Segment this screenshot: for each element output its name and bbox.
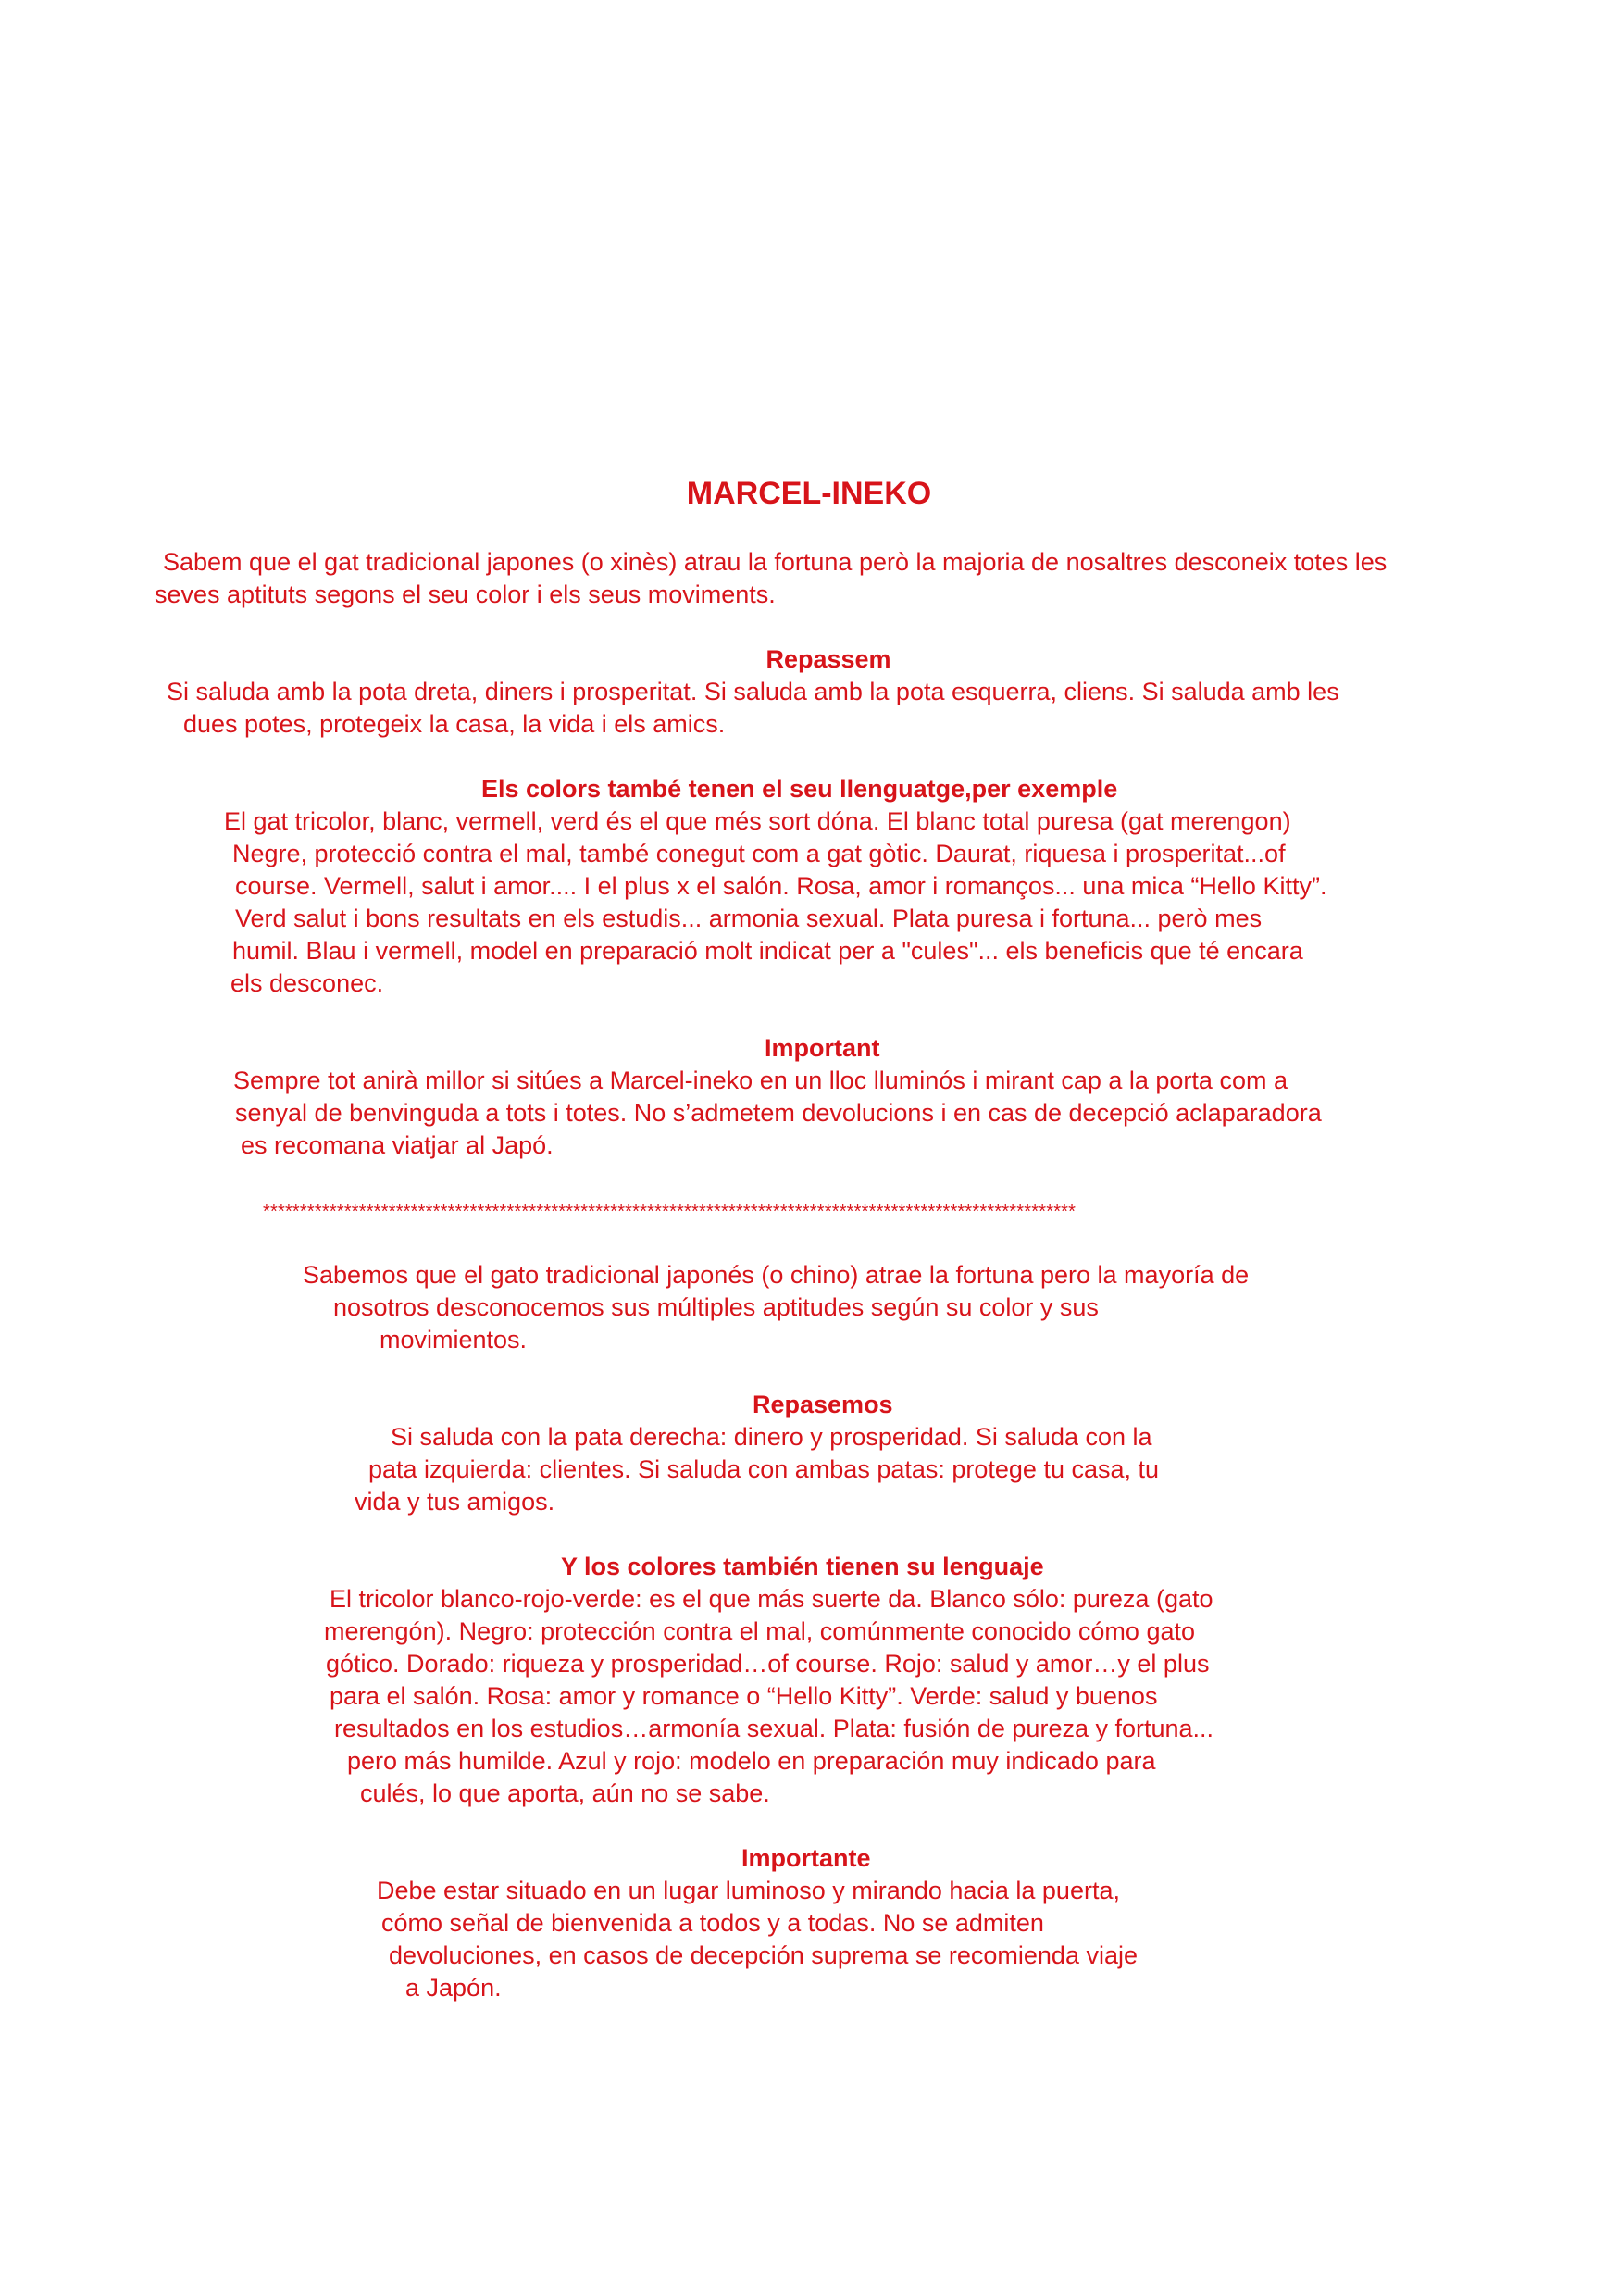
catalan-important-heading: Important bbox=[765, 1034, 880, 1062]
catalan-intro-line-1: Sabem que el gat tradicional japones (o xinès) atrau la fortuna però la majoria de nosaltres desconeix totes les bbox=[163, 548, 1388, 576]
catalan-colors-line-3: course. Vermell, salut i amor.... I el plus x el salón. Rosa, amor i romanços... una mica “Hello Kitty”. bbox=[235, 872, 1327, 900]
spanish-colors-line-2: merengón). Negro: protección contra el mal, comúnmente conocido cómo gato bbox=[324, 1617, 1195, 1645]
spanish-colors-line-1: El tricolor blanco-rojo-verde: es el que más suerte da. Blanco sólo: pureza (gato bbox=[330, 1585, 1214, 1613]
spanish-colors-line-5: resultados en los estudios…armonía sexual. Plata: fusión de pureza y fortuna... bbox=[334, 1715, 1214, 1742]
spanish-review-line-2: pata izquierda: clientes. Si saluda con ambas patas: protege tu casa, tu bbox=[368, 1455, 1160, 1483]
catalan-review-line-2: dues potes, protegeix la casa, la vida i els amics. bbox=[183, 710, 726, 738]
spanish-intro-line-3: movimientos. bbox=[380, 1326, 528, 1354]
catalan-review-line-1: Si saluda amb la pota dreta, diners i prosperitat. Si saluda amb la pota esquerra, cliens. Si saluda amb les bbox=[167, 678, 1339, 705]
section-separator: ************************************************************************************************************** bbox=[263, 1202, 1077, 1222]
spanish-important-heading: Importante bbox=[741, 1844, 871, 1872]
spanish-important-line-2: cómo señal de bienvenida a todos y a todas. No se admiten bbox=[381, 1909, 1044, 1937]
spanish-important-line-1: Debe estar situado en un lugar luminoso y mirando hacia la puerta, bbox=[377, 1877, 1120, 1904]
document-title: MARCEL-INEKO bbox=[686, 476, 932, 511]
spanish-colors-line-6: pero más humilde. Azul y rojo: modelo en preparación muy indicado para bbox=[347, 1747, 1156, 1775]
spanish-review-line-1: Si saluda con la pata derecha: dinero y prosperidad. Si saluda con la bbox=[391, 1423, 1152, 1451]
catalan-colors-line-2: Negre, protecció contra el mal, també conegut com a gat gòtic. Daurat, riquesa i prosperitat...of bbox=[232, 840, 1286, 867]
spanish-intro-line-2: nosotros desconocemos sus múltiples aptitudes según su color y sus bbox=[333, 1293, 1099, 1321]
catalan-colors-line-1: El gat tricolor, blanc, vermell, verd és el que més sort dóna. El blanc total puresa (gat merengon) bbox=[224, 807, 1291, 835]
spanish-intro-line-1: Sabemos que el gato tradicional japonés (o chino) atrae la fortuna pero la mayoría de bbox=[303, 1261, 1250, 1289]
spanish-colors-line-4: para el salón. Rosa: amor y romance o “Hello Kitty”. Verde: salud y buenos bbox=[330, 1682, 1158, 1710]
catalan-intro-line-2: seves aptituts segons el seu color i els seus moviments. bbox=[155, 580, 776, 608]
spanish-important-line-3: devoluciones, en casos de decepción suprema se recomienda viaje bbox=[389, 1941, 1138, 1969]
catalan-important-line-3: es recomana viatjar al Japó. bbox=[241, 1131, 554, 1159]
catalan-colors-heading: Els colors també tenen el seu llenguatge,per exemple bbox=[481, 775, 1118, 803]
spanish-colors-heading: Y los colores también tienen su lenguaje bbox=[561, 1553, 1044, 1580]
spanish-review-line-3: vida y tus amigos. bbox=[355, 1488, 555, 1516]
catalan-colors-line-4: Verd salut i bons resultats en els estudis... armonia sexual. Plata puresa i fortuna... però mes bbox=[235, 905, 1263, 932]
catalan-colors-line-6: els desconec. bbox=[230, 969, 384, 997]
catalan-important-line-1: Sempre tot anirà millor si sitúes a Marcel-ineko en un lloc lluminós i mirant cap a la porta com a bbox=[233, 1067, 1288, 1094]
catalan-colors-line-5: humil. Blau i vermell, model en preparació molt indicat per a "cules"... els beneficis que té encara bbox=[232, 937, 1303, 965]
catalan-important-line-2: senyal de benvinguda a tots i totes. No s’admetem devolucions i en cas de decepció aclaparadora bbox=[235, 1099, 1322, 1127]
spanish-colors-line-7: culés, lo que aporta, aún no se sabe. bbox=[360, 1779, 770, 1807]
spanish-important-line-4: a Japón. bbox=[405, 1974, 502, 2002]
catalan-review-heading: Repassem bbox=[765, 645, 891, 673]
spanish-colors-line-3: gótico. Dorado: riqueza y prosperidad…of course. Rojo: salud y amor…y el plus bbox=[326, 1650, 1210, 1678]
spanish-review-heading: Repasemos bbox=[753, 1391, 893, 1418]
